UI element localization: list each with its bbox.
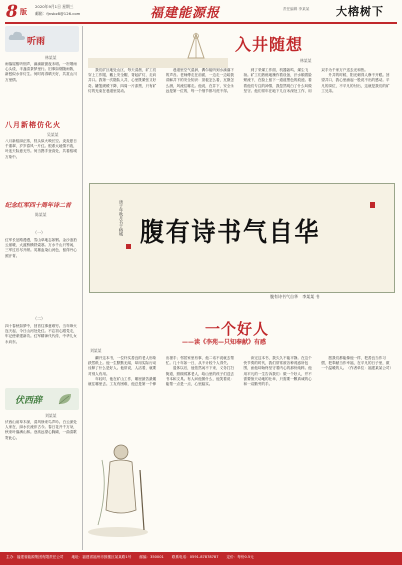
date-line: 2020年9月1日 星期三 [35, 4, 74, 9]
poem-fuxi [5, 386, 79, 550]
page-number-suffix: 版 [20, 8, 27, 16]
editor-line: 责任编辑 李某某 [283, 7, 310, 11]
seal-stamp-icon [126, 244, 131, 249]
page-header [0, 0, 402, 22]
poem-title: 纪念红军四十周年诗二首 [5, 202, 72, 209]
poem-title: 八月新榕仿化火 [5, 120, 61, 129]
bottom-article-body: 翻开这本书，一位朴实善良的老人形象跃然纸上。他一生默默无闻，却用实际行动诠释了什么是好人。他常说，人活着，就要对别人有用。 年轻时，他在矿山工作，哪里最苦最累就往哪里去。工友有困难，他总是第一个伸出援手；邻居家里有事，他二话不说就去帮忙。几十年如一日，从不计较个人得失。 退休以后，他依然闲不下来，义务打扫街道，照顾孤寡老人，给山里的孩子们送去书本和文具。有人问他图什么，他笑着说：能帮一点是一点，心里踏实。 读完这本书，我久久不能平静。在这个快节奏的时代，我们常常被各种诱惑所包围，而他却始终坚守着内心的那份纯粹。他用平凡的一生告诉我们：做一个好人，并不需要惊天动地的壮举，只需要一颗真诚的心和一双勤劳的手。 愿我们都能像他一样，把善良当作习惯，把奉献当作幸福，在平凡的日子里，做一个温暖的人。（作者单位：福建某某公司） [88, 356, 393, 387]
main-article-title: 入井随想 [235, 35, 304, 54]
bottom-article-author: 刘某某 [90, 348, 102, 353]
poem-title: 伏西辞 [15, 396, 43, 406]
part-label: （一） [33, 230, 45, 235]
poem-body-part1: 红军长征路漫漫，雪山草地志如钢。金沙浪拍云崖暖，大渡桥横铁索寒。万水千山只等闲，三军过后尽开颜。英雄血染山河色，留得丹心照汗青。 [5, 238, 77, 258]
mine-headframe-icon [88, 28, 228, 68]
calligraphy-side-text: 庚子年秋月书于榕城 [119, 200, 124, 236]
footer-phone: 联系电话：0591-87878787 [171, 555, 219, 559]
calligraphy-caption [270, 294, 320, 300]
ink-figure-illustration [88, 430, 158, 540]
main-article-author: 林某某 [300, 58, 312, 63]
left-column-divider [82, 26, 83, 550]
elder-figure-icon [88, 430, 158, 540]
calligraphy-frame [89, 183, 395, 293]
caption-author: 李某某 书 [302, 294, 320, 299]
footer [6, 555, 398, 563]
seal-stamp-icon [370, 202, 375, 208]
mine-illustration [88, 28, 228, 68]
section-name: 大榕树下 [336, 5, 384, 18]
footer-postcode: 邮编：350001 [139, 555, 164, 559]
part-label: （二） [33, 316, 45, 321]
poem-title-banner [5, 26, 79, 52]
main-article-body: 我们矿区地处山区，每天清晨，矿工们穿上工作服，戴上安全帽，背起矿灯，走向井口。我第一次随队入井，心里既紧张又好奇。罐笼缓缓下降，四周一片漆黑，只有矿灯的光束在巷道里晃动。 巷道里空气湿润，偶尔能听到水滴落下的声音。老师傅走在前面，一边走一边给我讲解井下的安全知识：顶板怎么看，瓦斯怎么测，风流往哪走。他说，在井下，安全永远是第一位的，每一个细节都马虎不得。 到了采煤工作面，机器轰鸣，煤尘飞扬。矿工们熟练地操作着设备，汗水顺着脸颊流下，在脸上留下一道道黑色的痕迹。看着他们专注的神情，我忽然明白了什么叫做坚守。他们常年在地下几百米深处工作，用双手为千家万户送去光和热。 升井的时候，阳光刺得人睁不开眼。回望井口，我心里涌起一股说不出的感动。平凡的岗位，不平凡的付出，这就是我们的矿工兄弟。 [88, 68, 390, 93]
calligraphy-main-text: 腹有诗书气自华 [140, 218, 321, 248]
poem-author: 林某某 [45, 55, 57, 60]
footer-price: 定价：每份0.5元 [226, 555, 254, 559]
poem-author: 陈某某 [35, 212, 47, 217]
poem-body: 雨落屋檐听细声，滴滴敲窗夜未明。一帘烟雨心头绕，半盏清茶梦里行。旧事如烟随雨散，新愁似水伴灯生。何时再得晴天好，共赏山川万里情。 [5, 62, 77, 82]
email-line: 邮箱：fjnsbz8@126.com [35, 11, 81, 16]
poem-body: 八月新榕绿正浓，枝头似火映长空。炎炎夏日千重翠，岁岁春风一片红。根系大地情不改，叶连天际意无穷。何当携手登高处，共看榕城万象中。 [5, 139, 77, 159]
poem-listen-rain [5, 26, 79, 116]
poem-title: 听雨 [27, 37, 46, 47]
cloud-icon [8, 30, 26, 42]
poem-august-banyan [5, 116, 79, 196]
poem-title-banner [5, 388, 79, 410]
poem-red-army [5, 196, 79, 386]
page-number: 8 [6, 2, 18, 22]
paper-name: 福建能源报 [150, 6, 221, 21]
poem-author: 刘某某 [45, 413, 57, 418]
header-rule [5, 22, 397, 24]
poem-body-part2: 四十春秋如梦中，回首往事意难穷。当年烽火连天起，今日山河处处红。不忘初心跟党走，牢记使命建新功。红军精神代代传，中华儿女永向东。 [5, 324, 77, 344]
caption-title: 腹有诗书气自华 [270, 294, 298, 299]
leaf-icon [57, 392, 73, 406]
footer-address: 地址：福建省福州市鼓楼区某某路1号 [71, 555, 132, 559]
bottom-article-title: 一个好人 [205, 320, 270, 338]
poem-body: 伏西山前草木深，清风徐来鸟声吟。白云深处人家在，绿水长流伴古今。春日花开千万朵，秋来叶落满山林。登高远望心胸阔，一曲清歌寄此心。 [5, 420, 77, 440]
footer-publisher: 主办：福建省能源集团有限责任公司 [6, 555, 64, 559]
poem-author: 吴某某 [47, 132, 59, 137]
bottom-article-subtitle: ——读《李苑—只知奉献》有感 [182, 339, 267, 346]
